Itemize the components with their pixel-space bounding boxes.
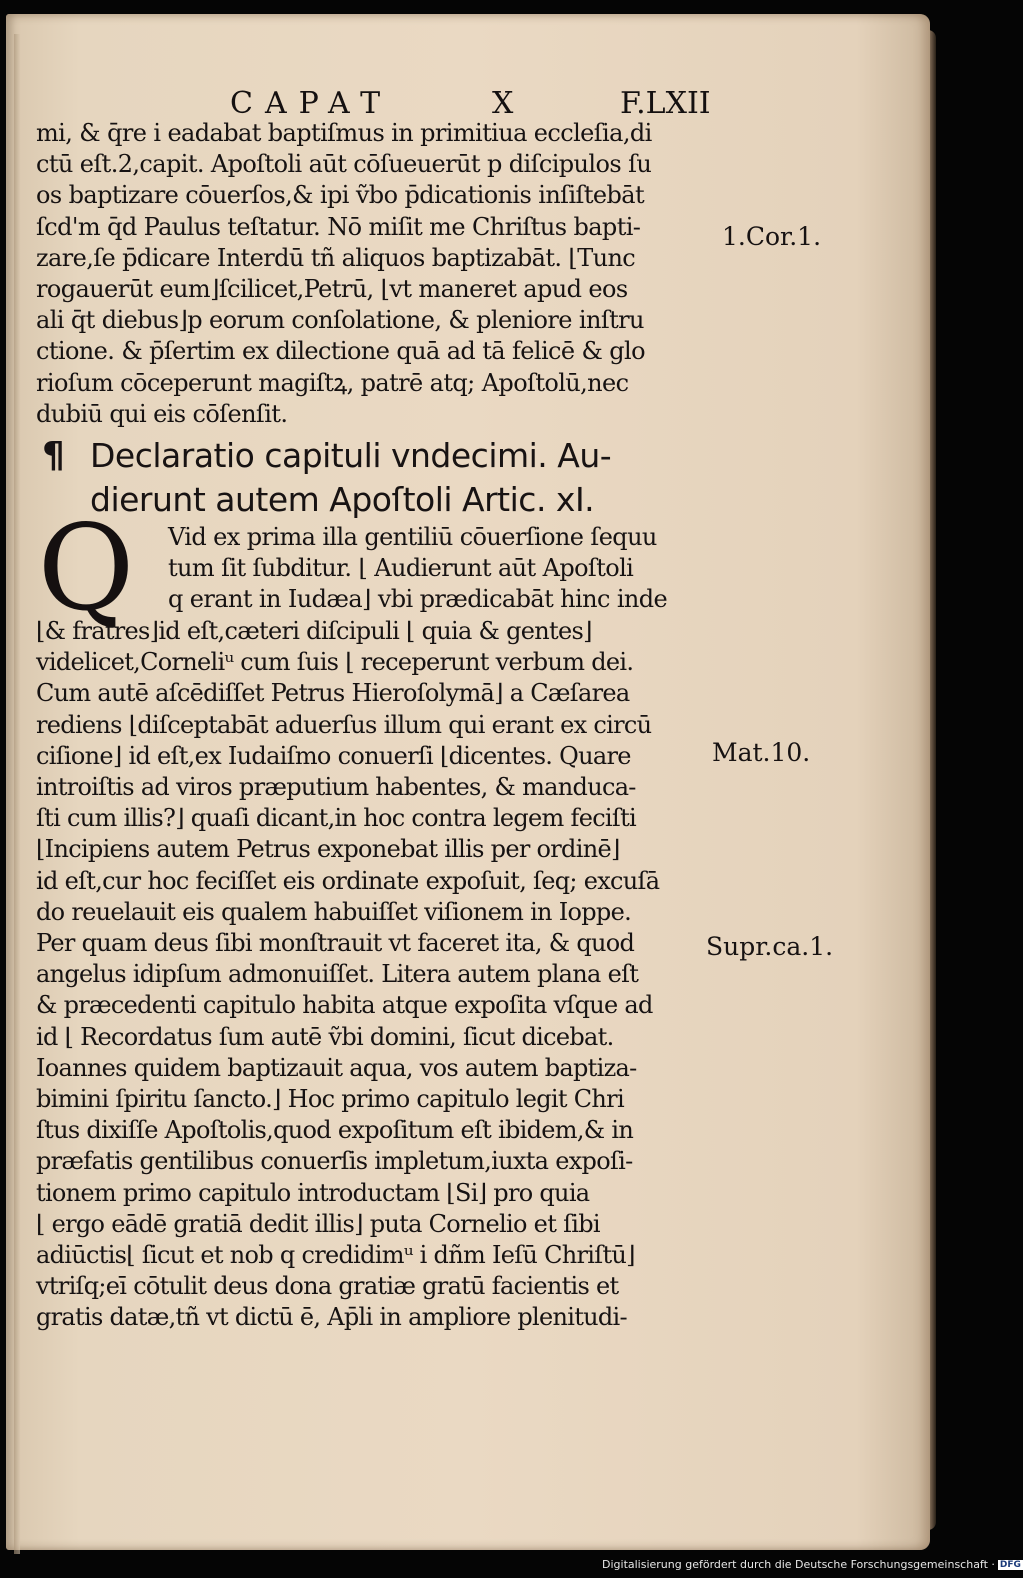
running-header bbox=[230, 86, 730, 122]
text-line: ⌊Incipiens autem Petrus exponebat illis per ordinē⌋ bbox=[36, 835, 620, 864]
text-block-main bbox=[36, 616, 726, 1334]
margin-note-mat: Mat.10. bbox=[712, 738, 811, 767]
text-line: & præcedenti capitulo habita atque expoſita vſque ad bbox=[36, 991, 653, 1020]
text-line: præfatis gentilibus conuerſis impletum,iuxta expoſi- bbox=[36, 1147, 633, 1176]
text-line: mi, & q̄re i eadabat baptiſmus in primitiua eccleſia,di bbox=[36, 119, 652, 147]
header-chapter: CAPAT bbox=[230, 86, 393, 121]
margin-note-cor: 1.Cor.1. bbox=[722, 222, 822, 251]
text-line: ſtus dixiſſe Apoſtolis,quod expoſitum eſt ibidem,& in bbox=[36, 1116, 634, 1145]
text-line: rioſum cōceperunt magiſtꝝ, patrē atq; Apoſtolū,nec bbox=[36, 368, 629, 397]
text-line: rogauerūt eum⌋ſcilicet,Petrū, ⌊vt maneret apud eos bbox=[36, 275, 628, 304]
text-line: ⌊ ergo eādē gratiā dedit illis⌋ puta Cornelio et ſibi bbox=[36, 1209, 600, 1238]
heading-line: Declaratio capituli vndecimi. Au- bbox=[90, 436, 612, 475]
text-line: ſti cum illis?⌋ quaſi dicant,in hoc contra legem feciſti bbox=[36, 804, 637, 833]
header-chapter-number: X bbox=[492, 86, 514, 121]
dfg-logo: DFG bbox=[999, 1560, 1021, 1570]
text-line: id eſt,cur hoc feciſſet eis ordinate expoſuit, ſeq; excuſā bbox=[36, 866, 660, 895]
pilcrow-mark: ¶ bbox=[42, 435, 65, 476]
text-line: rediens ⌊diſceptabāt aduerſus illum qui erant ex circū bbox=[36, 710, 652, 739]
heading-line: dierunt autem Apoſtoli Artic. xI. bbox=[90, 480, 595, 519]
text-line: videlicet,Corneliᵘ cum ſuis ⌊ receperunt verbum dei. bbox=[36, 648, 634, 677]
text-line: dubiū qui eis cōſenſit. bbox=[36, 399, 288, 428]
credit-text: Digitalisierung gefördert durch die Deutsche Forschungsgemeinschaft · bbox=[602, 1558, 995, 1571]
header-folio: F.LXII bbox=[620, 86, 711, 121]
text-line: ⌊& fratres⌋id eſt,cæteri diſcipuli ⌊ quia & gentes⌋ bbox=[36, 617, 592, 645]
text-line: q erant in Iudæa⌋ vbi prædicabāt hinc inde bbox=[168, 585, 668, 614]
text-line: bimini ſpiritu ſancto.⌋ Hoc primo capitulo legit Chri bbox=[36, 1085, 624, 1114]
text-line: ctione. & p̄ſertim ex dilectione quā ad tā felicē & glo bbox=[36, 337, 645, 366]
text-line: Vid ex prima illa gentiliū cōuerſione ſequu bbox=[168, 523, 657, 551]
section-heading bbox=[42, 434, 730, 522]
text-line: vtriſq;eī cōtulit deus dona gratiæ gratū facientis et bbox=[36, 1272, 619, 1301]
drop-cap-initial: Q bbox=[37, 499, 135, 637]
text-block-top bbox=[36, 118, 726, 430]
text-line: gratis datæ,tñ vt dictū ē, Ap̄li in ampliore plenitudi- bbox=[36, 1303, 627, 1332]
text-line: Ioannes quidem baptizauit aqua, vos autem baptiza- bbox=[36, 1053, 637, 1082]
text-line: Per quam deus ſibi monſtrauit vt faceret ita, & quod bbox=[36, 929, 635, 958]
text-line: ali q̄t diebus⌋p eorum conſolatione, & pleniore inſtru bbox=[36, 306, 644, 335]
text-line: zare,ſe p̄dicare Interdū tñ aliquos baptizabāt. ⌊Tunc bbox=[36, 243, 636, 272]
text-line: os baptizare cōuerſos,& ipi ṽbo p̄dicationis inſiſtebāt bbox=[36, 181, 644, 210]
text-line: do reuelauit eis qualem habuiſſet viſionem in Ioppe. bbox=[36, 897, 632, 926]
text-line: tum ſit ſubditur. ⌊ Audierunt aūt Apoſtoli bbox=[168, 554, 634, 583]
text-line: ciſione⌋ id eſt,ex Iudaiſmo conuerſi ⌊dicentes. Quare bbox=[36, 741, 631, 770]
gutter-shadow bbox=[14, 34, 20, 1554]
text-line: id ⌊ Recordatus ſum autē ṽbi domini, ſicut dicebat. bbox=[36, 1022, 614, 1051]
digitization-credit bbox=[602, 1558, 1023, 1574]
text-line: ſcd'm q̄d Paulus teſtatur. Nō miſit me Chriſtus bapti- bbox=[36, 212, 641, 241]
text-line: adiūctis⌊ ſicut et nob q credidimᵘ i dñm Ieſū Chriſtū⌋ bbox=[36, 1241, 635, 1270]
text-line: tionem primo capitulo introductam ⌊Si⌋ pro quia bbox=[36, 1178, 590, 1207]
text-block-beside-initial bbox=[168, 522, 728, 616]
text-line: Cum autē aſcēdiſſet Petrus Hieroſolymā⌋ a Cæſarea bbox=[36, 679, 630, 708]
text-line: angelus idipſum admonuiſſet. Litera autem plana eſt bbox=[36, 960, 639, 989]
text-line: ctū eſt.2,capit. Apoſtoli aūt cōſueuerūt p diſcipulos ſu bbox=[36, 150, 652, 179]
text-line: introiſtis ad viros præputium habentes, & manduca- bbox=[36, 773, 636, 802]
margin-note-supr: Supr.ca.1. bbox=[706, 932, 834, 961]
